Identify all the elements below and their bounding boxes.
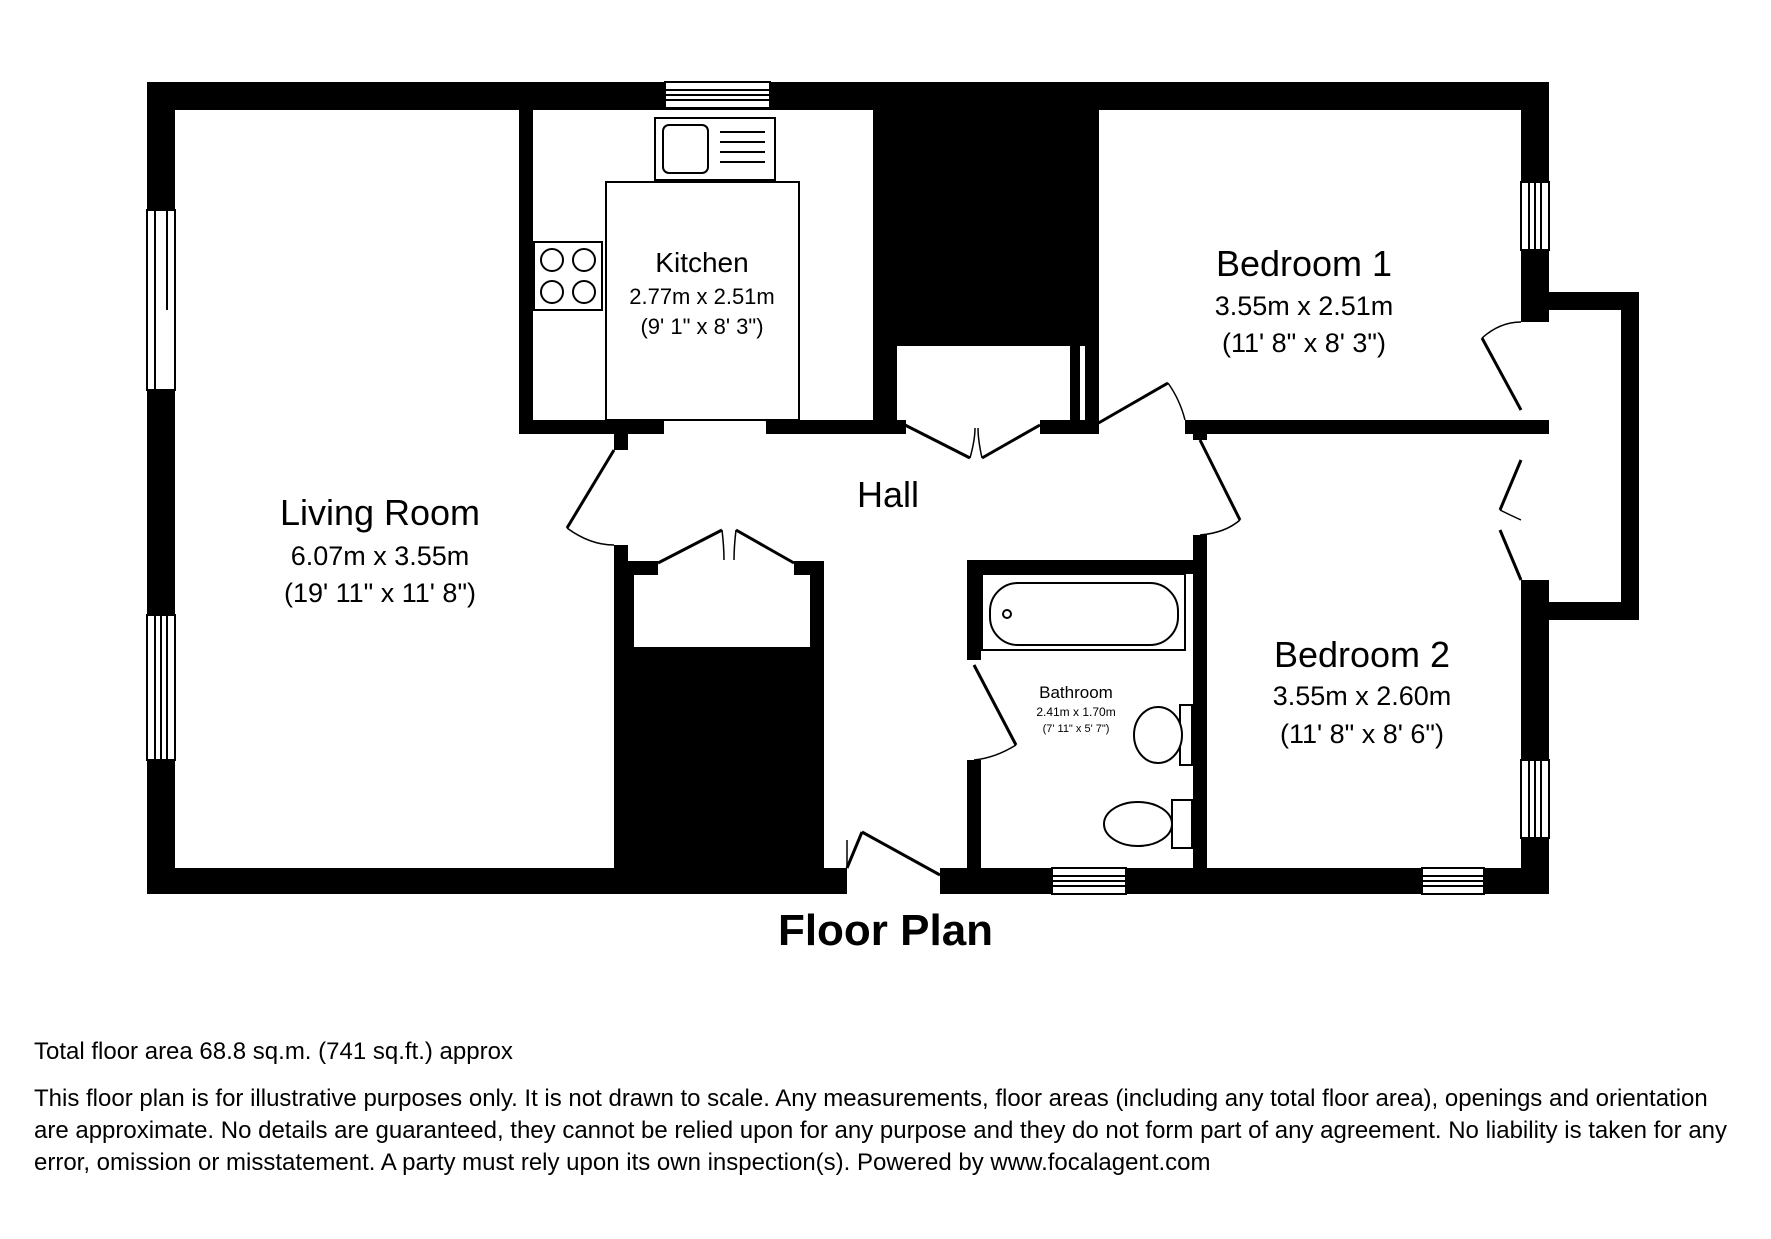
- bedroom-2-imperial: (11' 8" x 8' 6"): [1279, 719, 1445, 749]
- kitchen-metric: 2.77m x 2.51m: [629, 284, 775, 309]
- kitchen-name: Kitchen: [655, 247, 749, 278]
- bedroom-1-imperial: (11' 8" x 8' 3"): [1221, 328, 1387, 358]
- bathroom-name: Bathroom: [1039, 683, 1113, 702]
- bedroom-2-name: Bedroom 2: [1273, 634, 1451, 675]
- total-floor-area: Total floor area 68.8 sq.m. (741 sq.ft.) approx: [34, 1038, 513, 1065]
- windows: [147, 82, 1549, 894]
- plan-title: Floor Plan: [777, 906, 994, 955]
- bedroom-1-name: Bedroom 1: [1215, 243, 1393, 284]
- room-labels: [280, 243, 1451, 749]
- living-room-name: Living Room: [279, 492, 481, 533]
- bedroom-2-metric: 3.55m x 2.60m: [1272, 681, 1452, 711]
- hall-name: Hall: [856, 474, 920, 515]
- disclaimer-text: This floor plan is for illustrative purposes only. It is not drawn to scale. Any measurements, floor areas (including any total floor area), openings and orientation are approximate. No details are guaranteed, they cannot be relied upon for any purpose and they do not form part of any agreement. No liability is taken for any error, omission or misstatement. A party must rely upon its own inspection(s). Powered by www.focalagent.com: [34, 1085, 1728, 1176]
- toilet: [1172, 800, 1192, 848]
- kitchen-imperial: (9' 1" x 8' 3"): [640, 314, 764, 339]
- bedroom-1-metric: 3.55m x 2.51m: [1214, 291, 1394, 321]
- living-room-imperial: (19' 11" x 11' 8"): [283, 578, 477, 608]
- bathroom-imperial: (7' 11" x 5' 7"): [1042, 723, 1110, 735]
- bathroom-metric: 2.41m x 1.70m: [1036, 705, 1116, 719]
- living-room-metric: 6.07m x 3.55m: [290, 541, 470, 571]
